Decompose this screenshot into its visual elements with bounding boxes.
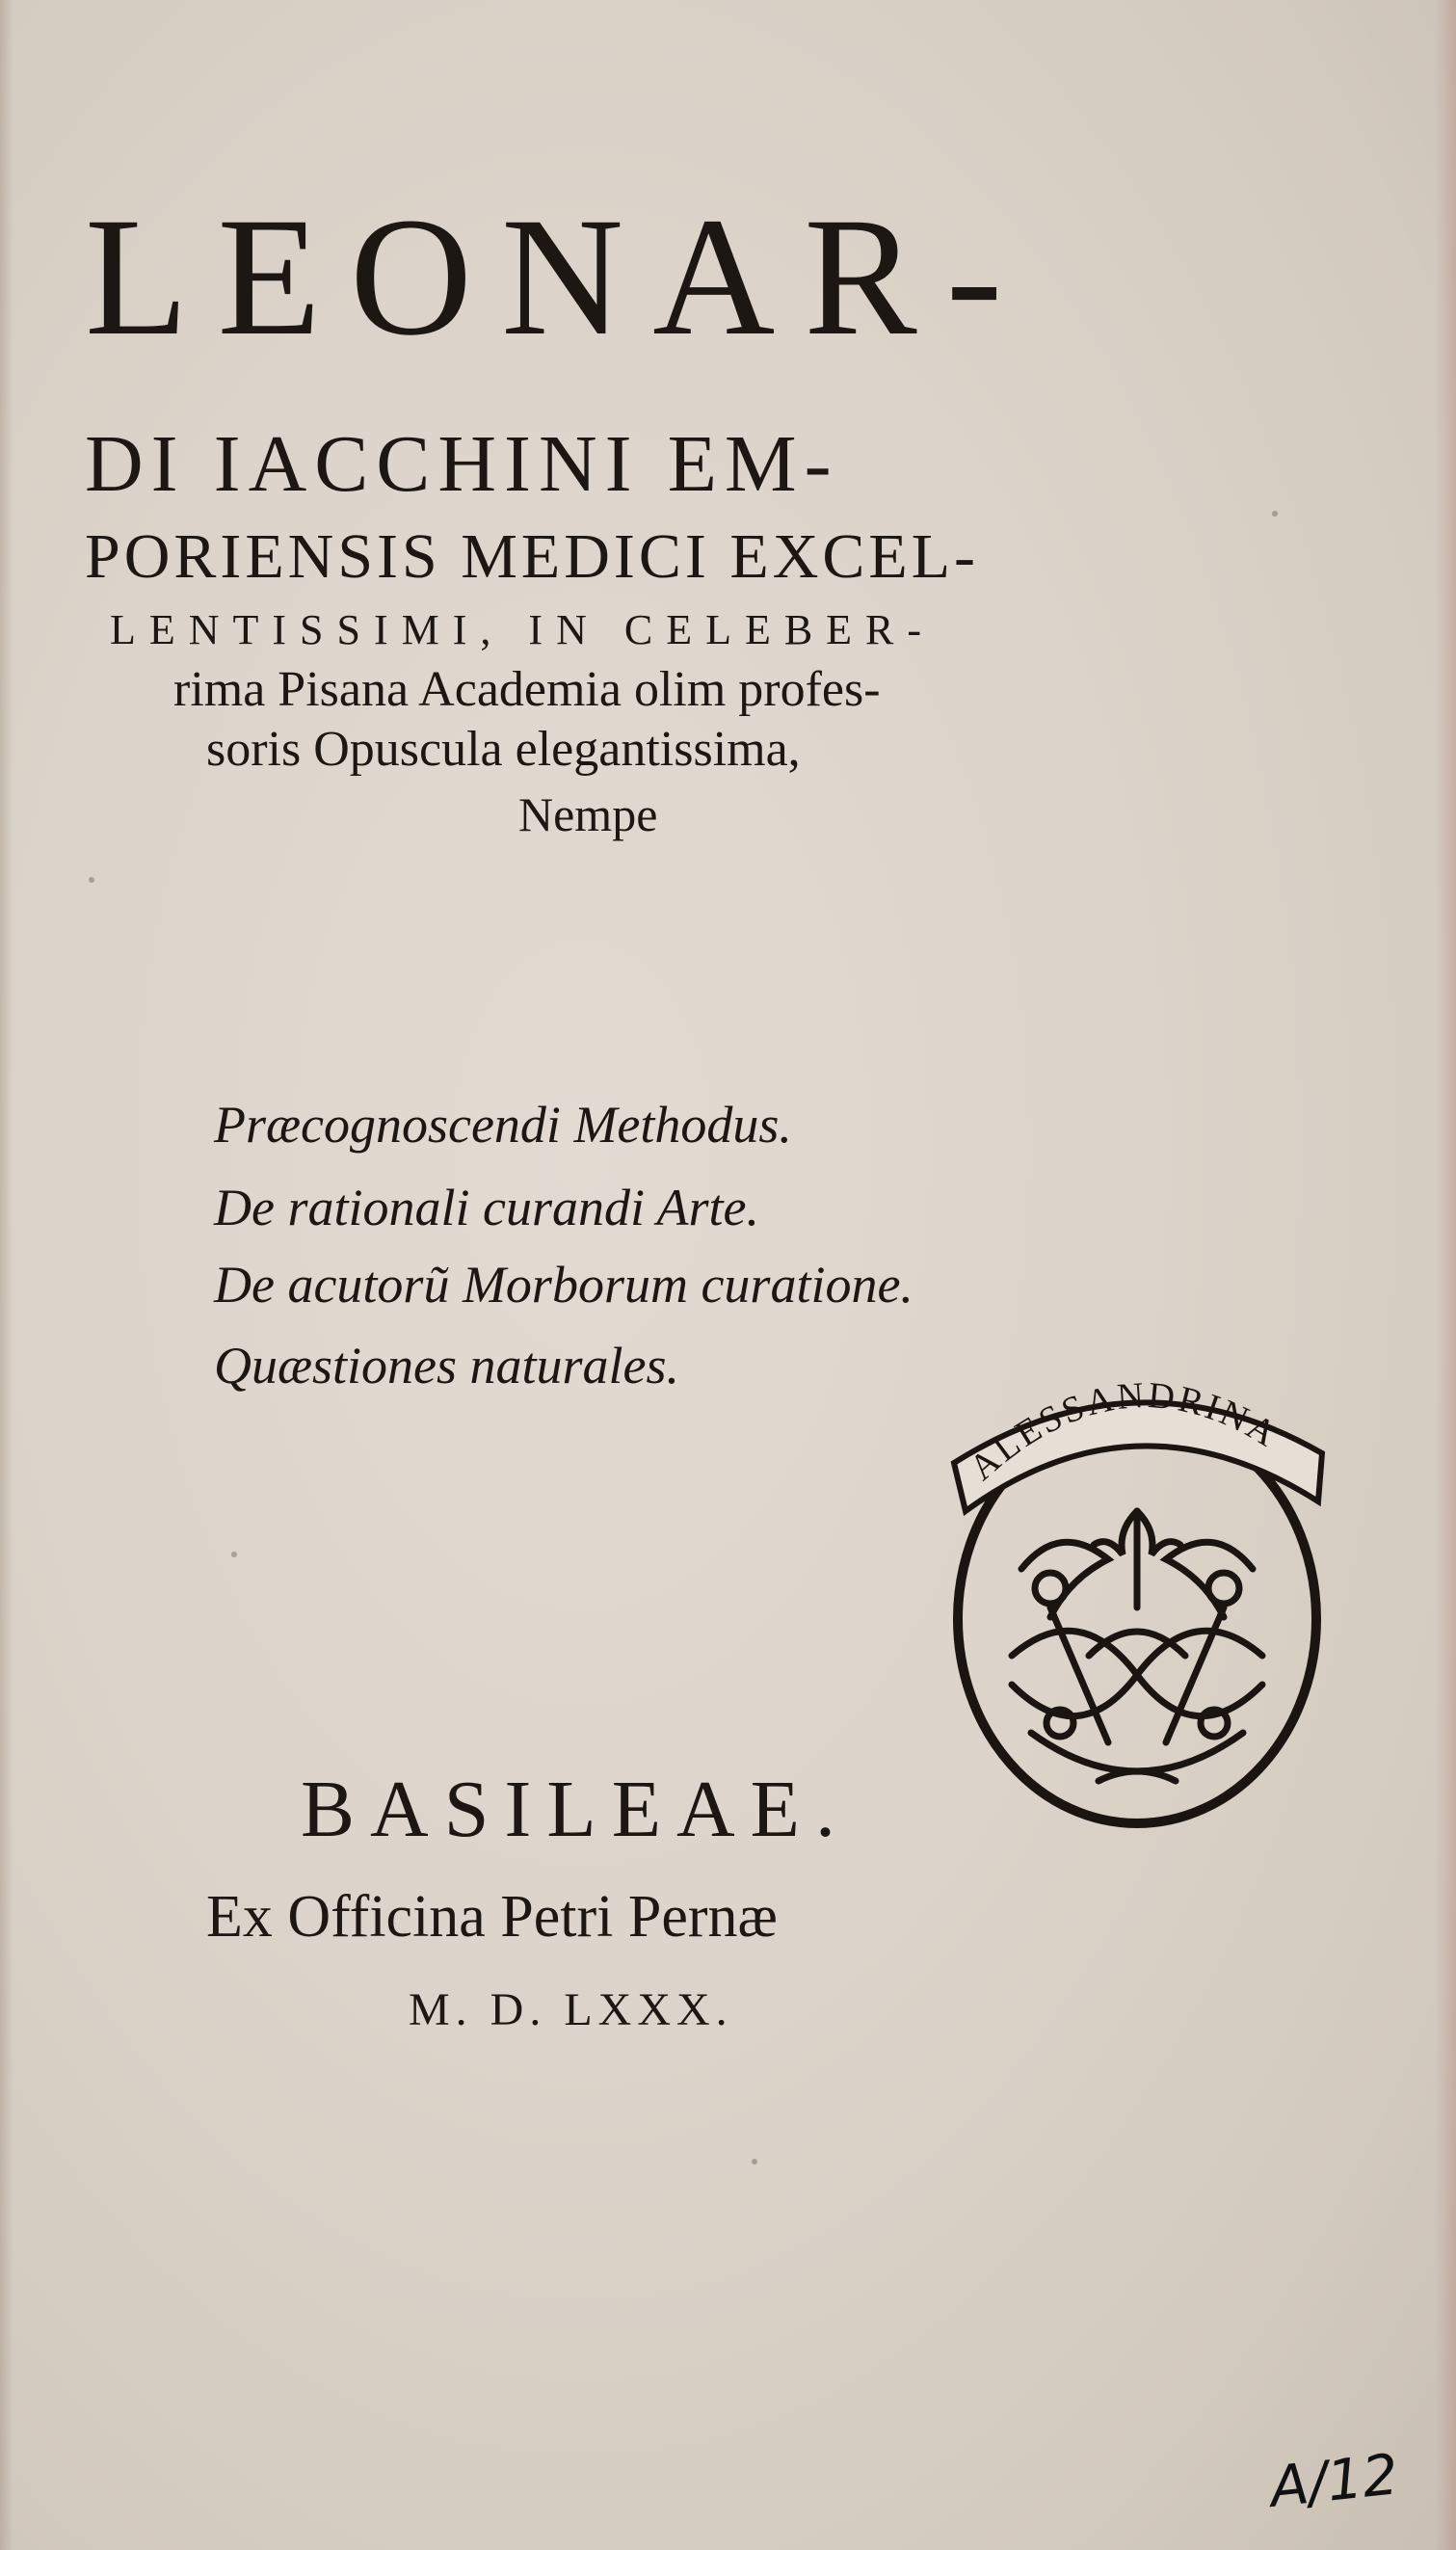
title-line-3: PORIENSIS MEDICI EXCEL- [85,521,979,592]
paper-speck [1272,511,1278,517]
contents-item-3: De acutorũ Morborum curatione. [214,1256,913,1314]
page-edge-shadow-right [1435,0,1456,2550]
contents-item-1: Præcognoscendi Methodus. [214,1096,792,1154]
title-line-6: soris Opuscula elegantissima, [206,722,801,777]
imprint-printer: Ex Officina Petri Pernæ [206,1884,778,1950]
paper-speck [752,2159,757,2165]
paper-speck [231,1552,237,1557]
title-line-7: Nempe [518,787,658,841]
page-edge-shadow-left [0,0,13,2550]
contents-item-4: Quæstiones naturales. [214,1337,680,1395]
fleur-de-lis-monogram-icon [1012,1511,1262,1781]
title-line-1: LEONAR- [85,183,1032,371]
title-line-5: rima Pisana Academia olim profes- [173,662,881,717]
library-stamp [944,1367,1334,1841]
paper-speck [89,877,94,883]
imprint-place: BASILEAE. [301,1765,851,1854]
shelf-mark: A/12 [1266,2441,1402,2520]
title-line-2: DI IACCHINI EM- [85,419,839,509]
title-line-4: LENTISSIMI, IN CELEBER- [110,606,936,653]
stamp-text: ALESSANDRINA [962,1374,1285,1489]
imprint-year: M. D. LXXX. [409,1984,733,2035]
contents-item-2: De rationali curandi Arte. [214,1179,759,1236]
